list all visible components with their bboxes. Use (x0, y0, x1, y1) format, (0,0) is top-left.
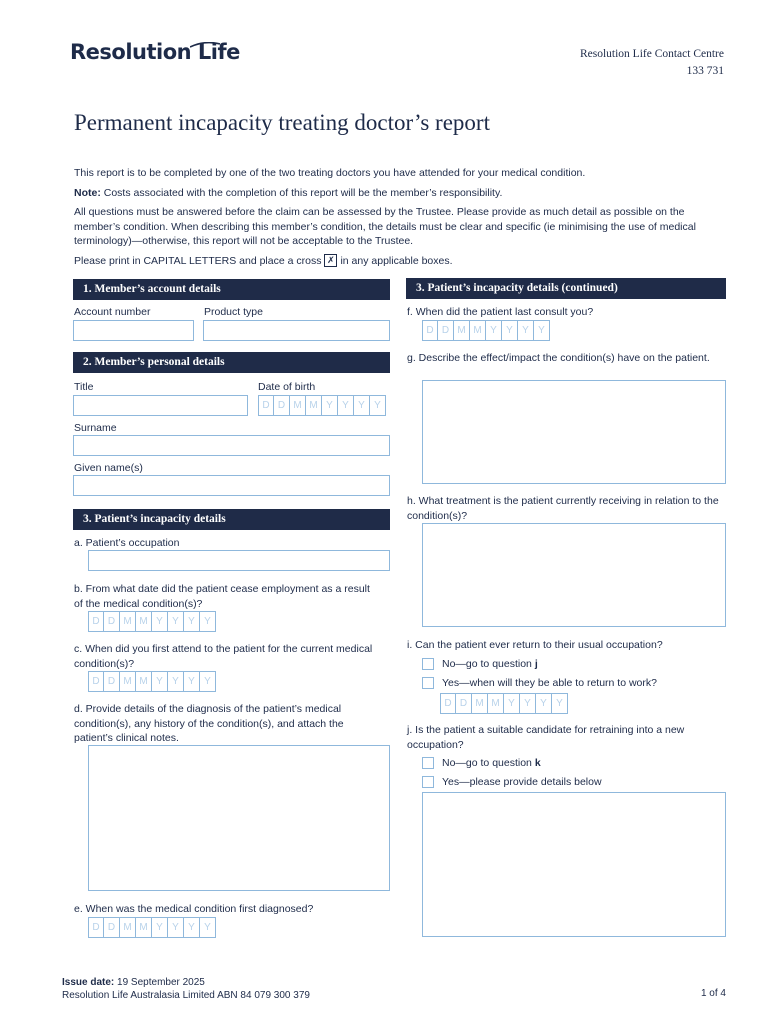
question-f-label: f. When did the patient last consult you? (407, 306, 594, 318)
date-digit-box[interactable]: D (438, 320, 454, 341)
date-digit-box[interactable]: M (306, 395, 322, 416)
date-digit-box[interactable]: Y (552, 693, 568, 714)
date-digit-box[interactable]: D (104, 917, 120, 938)
date-digit-box[interactable]: M (470, 320, 486, 341)
date-digit-box[interactable]: M (290, 395, 306, 416)
section-3-continued-header: 3. Patient’s incapacity details (continued) (406, 278, 726, 299)
date-digit-box[interactable]: Y (518, 320, 534, 341)
logo-swoosh-icon (190, 42, 220, 48)
i-yes-label: Yes—when will they be able to return to work? (442, 677, 657, 689)
question-i-label: i. Can the patient ever return to their usual occupation? (407, 639, 663, 651)
surname-label: Surname (74, 422, 117, 434)
brand-logo (70, 40, 240, 64)
date-digit-box[interactable]: M (120, 671, 136, 692)
date-digit-box[interactable]: D (88, 671, 104, 692)
contact-centre (580, 46, 724, 80)
i-no-ref: j (534, 658, 538, 670)
contact-label: Resolution Life Contact Centre (579, 48, 724, 60)
date-digit-box[interactable]: Y (502, 320, 518, 341)
date-digit-box[interactable]: M (136, 671, 152, 692)
date-digit-box[interactable]: D (422, 320, 438, 341)
date-digit-box[interactable]: D (88, 611, 104, 632)
date-digit-box[interactable]: M (454, 320, 470, 341)
date-digit-box[interactable]: D (274, 395, 290, 416)
date-digit-box[interactable]: M (120, 917, 136, 938)
date-digit-box[interactable]: Y (168, 611, 184, 632)
question-h-label: h. What treatment is the patient currently receiving in relation to the condition(s)? (407, 495, 719, 522)
i-yes-checkbox[interactable] (422, 677, 434, 689)
option-j-yes (422, 776, 602, 788)
account-number-label: Account number (74, 306, 151, 318)
j-yes-label: Yes—please provide details below (442, 776, 602, 788)
i-no-checkbox[interactable] (422, 658, 434, 670)
dob-date-field[interactable] (258, 395, 386, 416)
date-digit-box[interactable]: M (136, 611, 152, 632)
first-attend-date-field[interactable] (88, 671, 216, 692)
date-digit-box[interactable]: D (104, 611, 120, 632)
surname-field[interactable] (73, 435, 390, 456)
given-names-field[interactable] (73, 475, 390, 496)
date-digit-box[interactable]: Y (322, 395, 338, 416)
instruction-text-end: in any applicable boxes. (340, 254, 453, 267)
date-digit-box[interactable]: Y (152, 611, 168, 632)
issue-date-label: Issue date: (62, 977, 115, 988)
j-no-checkbox[interactable] (422, 757, 434, 769)
product-type-field[interactable] (203, 320, 390, 341)
question-g-label: g. Describe the effect/impact the condition(s) have on the patient. (407, 352, 710, 364)
option-i-yes (422, 677, 657, 689)
date-digit-box[interactable]: Y (486, 320, 502, 341)
date-digit-box[interactable]: Y (354, 395, 370, 416)
cross-example-icon: ✗ (324, 254, 337, 267)
date-digit-box[interactable]: Y (168, 671, 184, 692)
date-digit-box[interactable]: Y (152, 917, 168, 938)
date-digit-box[interactable]: Y (200, 917, 216, 938)
note-text: Costs associated with the completion of this report will be the member’s responsibility. (100, 186, 503, 199)
date-digit-box[interactable]: Y (184, 917, 200, 938)
effect-impact-textarea[interactable] (422, 380, 726, 484)
j-no-ref: k (534, 757, 541, 769)
date-digit-box[interactable]: Y (536, 693, 552, 714)
question-j-label: j. Is the patient a suitable candidate for retraining into a new occupation? (407, 724, 685, 751)
j-yes-checkbox[interactable] (422, 776, 434, 788)
date-digit-box[interactable]: Y (370, 395, 386, 416)
title-label: Title (74, 381, 94, 393)
date-digit-box[interactable]: Y (200, 611, 216, 632)
i-no-label: No—go to question (442, 658, 535, 670)
cease-employment-date-field[interactable] (88, 611, 216, 632)
occupation-field[interactable] (88, 550, 390, 571)
page-title: Permanent incapacity treating doctor’s report (74, 110, 490, 135)
question-b-label: b. From what date did the patient cease employment as a result of the medical condition(s)? (74, 583, 370, 610)
section-1-header: 1. Member’s account details (73, 279, 390, 300)
company-abn: Resolution Life Australasia Limited ABN 84 079 300 379 (62, 990, 310, 1001)
section-3-header: 3. Patient’s incapacity details (73, 509, 390, 530)
account-number-field[interactable] (73, 320, 194, 341)
intro-paragraph-3: All questions must be answered before the claim can be assessed by the Trustee. Please provide as much detail as possible on the member’s condition. When describing this member’s condition, the details must be clear and specific (ie minimising the use of medical terminology)—otherwise, this report will not be acceptable to the Trustee. (74, 206, 696, 247)
date-digit-box[interactable]: Y (200, 671, 216, 692)
date-digit-box[interactable]: M (472, 693, 488, 714)
date-digit-box[interactable]: M (136, 917, 152, 938)
date-digit-box[interactable]: Y (504, 693, 520, 714)
contact-phone: 133 731 (686, 65, 724, 77)
date-digit-box[interactable]: Y (520, 693, 536, 714)
retraining-details-textarea[interactable] (422, 792, 726, 937)
footer (62, 976, 310, 1002)
instruction-text: Please print in CAPITAL LETTERS and place a cross (74, 254, 322, 267)
note-label: Note: (74, 186, 101, 199)
option-j-no (422, 757, 541, 769)
question-d-label: d. Provide details of the diagnosis of the patient’s medical condition(s), any history of the condition(s), and attach the patient’s clinical notes. (74, 703, 344, 744)
question-a-label: a. Patient’s occupation (74, 537, 180, 549)
date-digit-box[interactable]: Y (152, 671, 168, 692)
question-c-label: c. When did you first attend to the patient for the current medical condition(s)? (74, 643, 373, 670)
intro-paragraph-1: This report is to be completed by one of the two treating doctors you have attended for your medical condition. (74, 167, 586, 179)
product-type-label: Product type (204, 306, 263, 318)
date-digit-box[interactable]: D (104, 671, 120, 692)
date-digit-box[interactable]: D (88, 917, 104, 938)
question-e-label: e. When was the medical condition first diagnosed? (74, 903, 314, 915)
given-names-label: Given name(s) (74, 462, 143, 474)
date-digit-box[interactable]: Y (184, 611, 200, 632)
date-digit-box[interactable]: D (456, 693, 472, 714)
date-digit-box[interactable]: M (488, 693, 504, 714)
last-consult-date-field[interactable] (422, 320, 550, 341)
page-number: 1 of 4 (700, 988, 726, 999)
treatment-textarea[interactable] (422, 523, 726, 627)
j-no-label: No—go to question (442, 757, 535, 769)
option-i-no (422, 658, 538, 670)
date-digit-box[interactable]: D (440, 693, 456, 714)
intro-text (74, 166, 724, 273)
date-digit-box[interactable]: M (120, 611, 136, 632)
issue-date (62, 976, 310, 989)
date-digit-box[interactable]: Y (168, 917, 184, 938)
issue-date-value: 19 September 2025 (114, 977, 205, 988)
intro-paragraph-4 (74, 254, 724, 269)
logo-text: Resolution Life (70, 40, 240, 64)
section-2-header: 2. Member’s personal details (73, 352, 390, 373)
diagnosis-textarea[interactable] (88, 745, 390, 891)
intro-note (74, 186, 724, 201)
dob-label: Date of birth (258, 381, 316, 393)
return-to-work-date-field[interactable] (440, 693, 568, 714)
date-digit-box[interactable]: Y (534, 320, 550, 341)
date-digit-box[interactable]: Y (338, 395, 354, 416)
date-digit-box[interactable]: Y (184, 671, 200, 692)
title-field[interactable] (73, 395, 248, 416)
first-diagnosed-date-field[interactable] (88, 917, 216, 938)
date-digit-box[interactable]: D (258, 395, 274, 416)
